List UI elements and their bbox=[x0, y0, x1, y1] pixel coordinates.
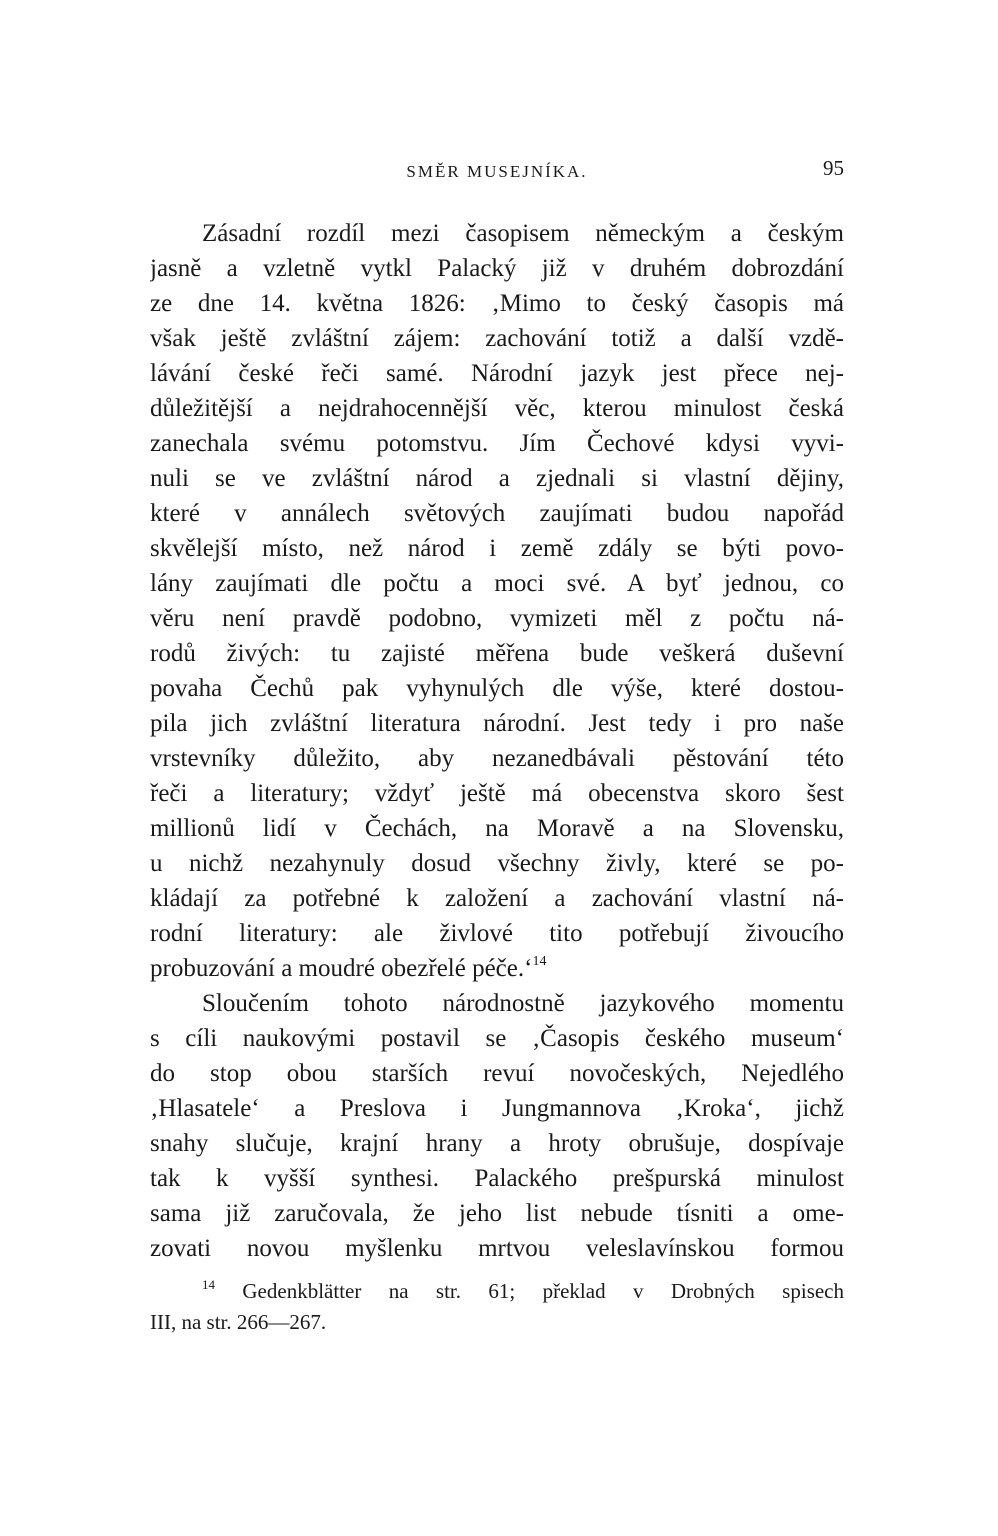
text-line: do stop obou starších revuí novočeských, Nejedlého bbox=[150, 1060, 844, 1087]
body-text bbox=[150, 216, 844, 1266]
running-head bbox=[150, 157, 844, 187]
text-line: věru není pravdě podobno, vymizeti měl z počtu ná- bbox=[150, 605, 844, 632]
text-line: u nichž nezahynuly dosud všechny živly, které se po- bbox=[150, 850, 844, 877]
text-line: ‚Hlasatele‘ a Preslova i Jungmannova ‚Kroka‘, jichž bbox=[150, 1095, 844, 1122]
running-title: SMĚR MUSEJNÍKA. bbox=[406, 162, 588, 181]
text-line: tak k vyšší synthesi. Palackého prešpurská minulost bbox=[150, 1165, 844, 1192]
footnote-text: Gedenkblätter na str. 61; překlad v Drobných spisech bbox=[242, 1279, 844, 1303]
text-line-last bbox=[150, 951, 844, 986]
text-line: povaha Čechů pak vyhynulých dle výše, které dostou- bbox=[150, 675, 844, 702]
text-line: jasně a vzletně vytkl Palacký již v druhém dobrozdání bbox=[150, 255, 844, 282]
page-number: 95 bbox=[823, 156, 844, 180]
text-line: lávání české řeči samé. Národní jazyk jest přece nej- bbox=[150, 360, 844, 387]
text-line: s cíli naukovými postavil se ‚Časopis českého museum‘ bbox=[150, 1025, 844, 1052]
footnote-line bbox=[150, 1276, 844, 1307]
text-line: millionů lidí v Čechách, na Moravě a na Slovensku, bbox=[150, 815, 844, 842]
text-line: Sloučením tohoto národnostně jazykového momentu bbox=[202, 990, 844, 1017]
text-line: rodů živých: tu zajisté měřena bude veškerá duševní bbox=[150, 640, 844, 667]
text-line: které v annálech světových zaujímati budou napořád bbox=[150, 500, 844, 527]
footnotes bbox=[150, 1276, 844, 1338]
text-line: však ještě zvláštní zájem: zachování totiž a další vzdě- bbox=[150, 325, 844, 352]
text-line: kládají za potřebné k založení a zachování vlastní ná- bbox=[150, 885, 844, 912]
footnote-reference: 14 bbox=[532, 954, 547, 969]
text-line: nuli se ve zvláštní národ a zjednali si vlastní dějiny, bbox=[150, 465, 844, 492]
text-line: zanechala svému potomstvu. Jím Čechové kdysi vyvi- bbox=[150, 430, 844, 457]
text-line-content: probuzování a moudré obezřelé péče.‘ bbox=[150, 955, 533, 982]
text-line: zovati novou myšlenku mrtvou veleslavínskou formou bbox=[150, 1235, 844, 1262]
text-line: rodní literatury: ale živlové tito potřebují živoucího bbox=[150, 920, 844, 947]
text-line: důležitější a nejdrahocennější věc, kterou minulost česká bbox=[150, 395, 844, 422]
text-line: skvělejší místo, než národ i země zdály se býti povo- bbox=[150, 535, 844, 562]
text-line: vrstevníky důležito, aby nezanedbávali pěstování této bbox=[150, 745, 844, 772]
text-line: Zásadní rozdíl mezi časopisem německým a českým bbox=[202, 220, 844, 247]
text-line: ze dne 14. května 1826: ‚Mimo to český časopis má bbox=[150, 290, 844, 317]
footnote-line: III, na str. 266—267. bbox=[150, 1310, 327, 1334]
text-line: pila jich zvláštní literatura národní. Jest tedy i pro naše bbox=[150, 710, 844, 737]
text-line: řeči a literatury; vždyť ještě má obecenstva skoro šest bbox=[150, 780, 844, 807]
text-line: sama již zaručovala, že jeho list nebude tísniti a ome- bbox=[150, 1200, 844, 1227]
text-line: snahy slučuje, krajní hrany a hroty obrušuje, dospívaje bbox=[150, 1130, 844, 1157]
text-line: lány zaujímati dle počtu a moci své. A byť jednou, co bbox=[150, 570, 844, 597]
footnote-marker: 14 bbox=[202, 1277, 215, 1292]
